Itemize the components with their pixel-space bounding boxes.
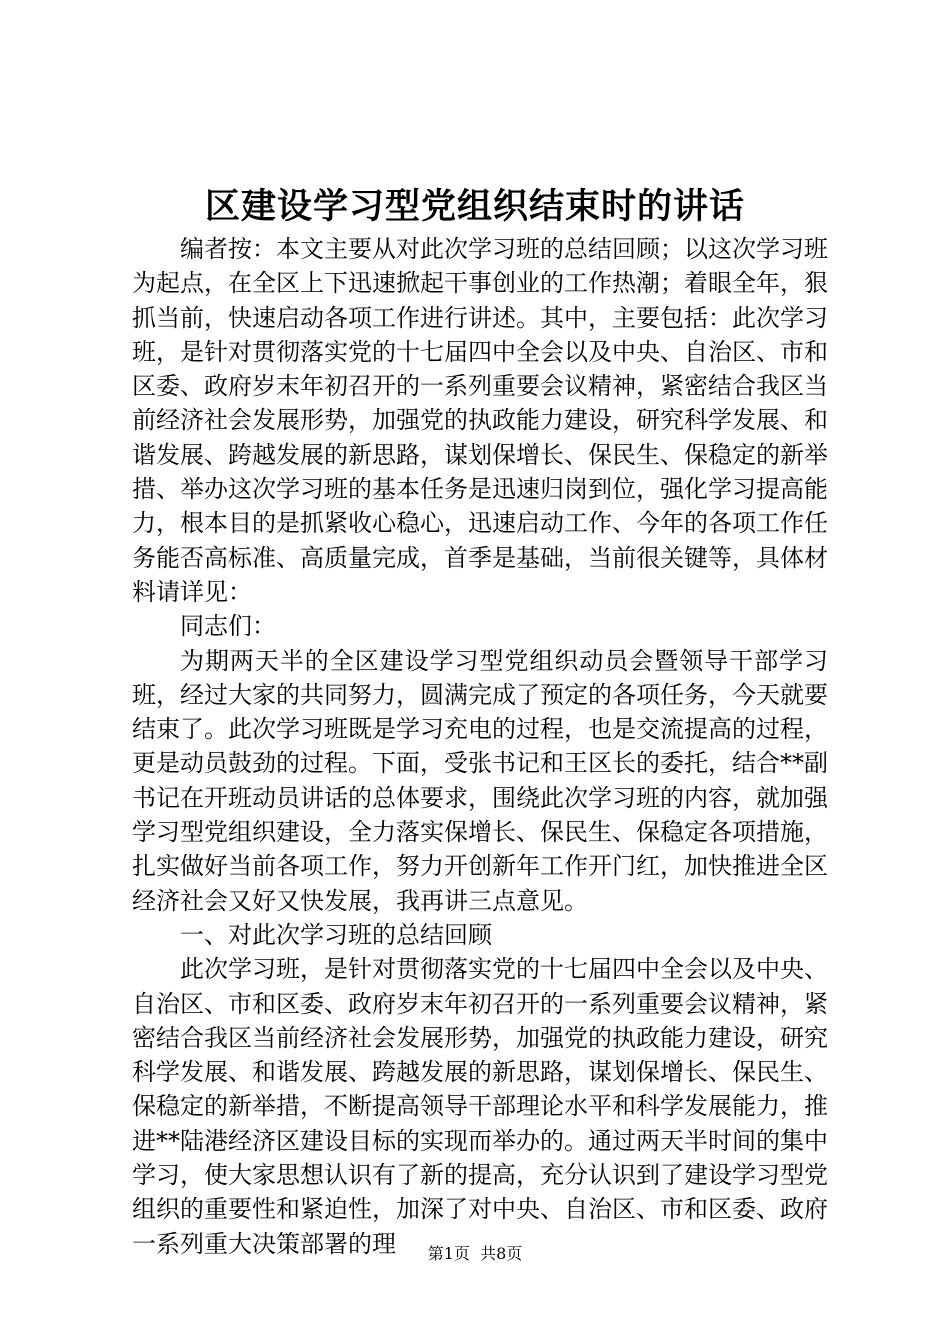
paragraph-opening: 为期两天半的全区建设学习型党组织动员会暨领导干部学习班，经过大家的共同努力，圆满完成了预定的各项任务，今天就要结束了。此次学习班既是学习充电的过程，也是交流提高的过程，更是动员鼓劲的过程。下面，受张书记和王区长的委托，结合**副书记在开班动员讲话的总体要求，围绕此次学习班的内容，就加强学习型党组织建设，全力落实保增长、保民生、保稳定各项措施，扎实做好当前各项工作，努力开创新年工作开门红，加快推进全区经济社会又好又快发展，我再讲三点意见。: [132, 646, 828, 915]
paragraph-editor-note: 编者按：本文主要从对此次学习班的总结回顾；以这次学习班为起点，在全区上下迅速掀起干事创业的工作热潮；着眼全年，狠抓当前，快速启动各项工作进行讲述。其中，主要包括：此次学习班，是针对贯彻落实党的十七届四中全会以及中央、自治区、市和区委、政府岁末年初召开的一系列重要会议精神，紧密结合我区当前经济社会发展形势，加强党的执政能力建设，研究科学发展、和谐发展、跨越发展的新思路，谋划保增长、保民生、保稳定的新举措、举办这次学习班的基本任务是迅速归岗到位，强化学习提高能力，根本目的是抓紧收心稳心，迅速启动工作、今年的各项工作任务能否高标准、高质量完成，首季是基础，当前很关键等，具体材料请详见：: [132, 235, 828, 606]
paragraph-section-1: 此次学习班，是针对贯彻落实党的十七届四中全会以及中央、自治区、市和区委、政府岁末年初召开的一系列重要会议精神，紧密结合我区当前经济社会发展形势，加强党的执政能力建设，研究科学发展、和谐发展、跨越发展的新思路，谋划保增长、保民生、保稳定的新举措，不断提高领导干部理论水平和科学发展能力，推进**陆港经济区建设目标的实现而举办的。通过两天半时间的集中学习，使大家思想认识有了新的提高，充分认识到了建设学习型党组织的重要性和紧迫性，加深了对中央、自治区、市和区委、政府一系列重大决策部署的理: [132, 955, 828, 1258]
page-footer: [0, 1242, 950, 1266]
paragraph-salutation: 同志们：: [180, 612, 276, 641]
page-total: 共8页: [480, 1244, 523, 1263]
page-number: 第1页: [427, 1244, 470, 1263]
document-body: [132, 232, 828, 1261]
section-heading-1: 一、对此次学习班的总结回顾: [180, 920, 492, 949]
document-title: 区建设学习型党组织结束时的讲话: [204, 186, 745, 227]
